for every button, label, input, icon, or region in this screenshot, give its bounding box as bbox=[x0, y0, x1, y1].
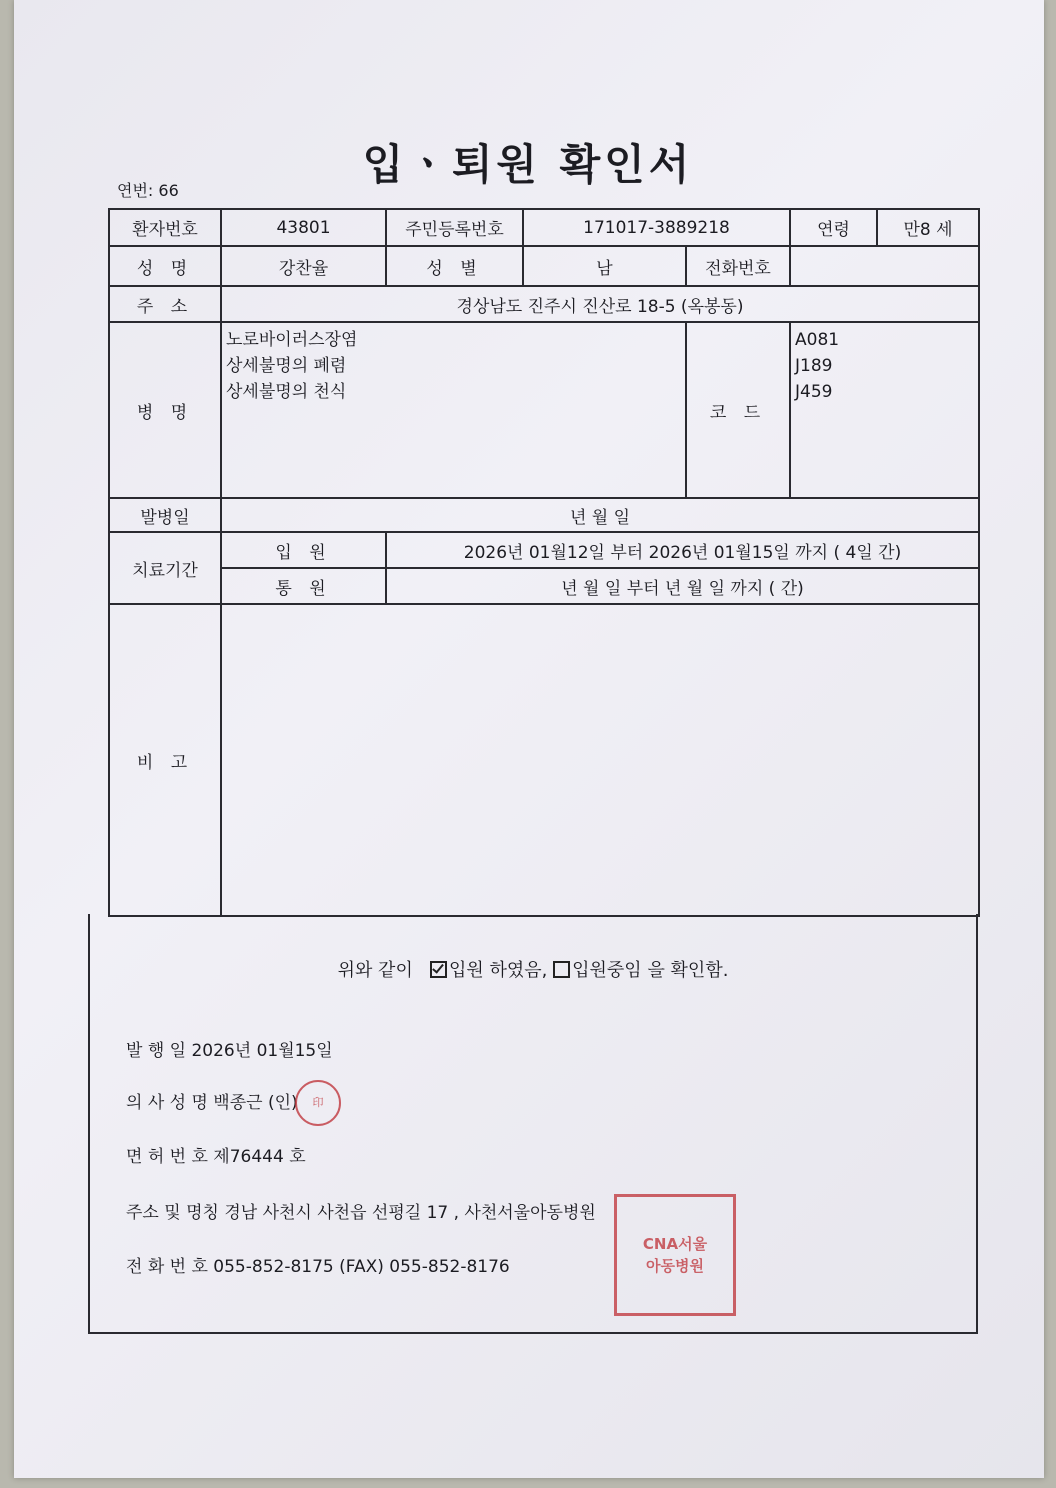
form-table bbox=[108, 208, 980, 917]
checkbox-admitted bbox=[430, 961, 447, 978]
patient-id-value: 43801 bbox=[221, 209, 386, 246]
doctor-seal: 印 bbox=[295, 1080, 341, 1126]
rrn-value: 171017-3889218 bbox=[523, 209, 790, 246]
inpatient-period: 2026년 01월12일 부터 2026년 01월15일 까지 ( 4일 간) bbox=[386, 532, 979, 568]
gender-label: 성 별 bbox=[386, 246, 523, 286]
confirm-option-admitted: 입원 하였음, bbox=[449, 960, 548, 981]
name-value: 강찬율 bbox=[221, 246, 386, 286]
certification-section bbox=[88, 914, 978, 1334]
patient-id-label: 환자번호 bbox=[109, 209, 221, 246]
diagnosis-item: 상세불명의 천식 bbox=[226, 382, 347, 402]
address-label: 주 소 bbox=[109, 286, 221, 322]
treatment-period-label: 치료기간 bbox=[109, 532, 221, 604]
confirm-option-hospitalized: 입원중임 bbox=[572, 960, 642, 981]
onset-label: 발병일 bbox=[109, 498, 221, 532]
gender-value: 남 bbox=[523, 246, 686, 286]
remarks-value bbox=[221, 604, 979, 916]
diagnosis-item: 노로바이러스장염 bbox=[226, 330, 358, 350]
age-value: 만8 세 bbox=[877, 209, 979, 246]
phone-label: 전화번호 bbox=[686, 246, 790, 286]
outpatient-label: 통 원 bbox=[221, 568, 386, 604]
inpatient-label: 입 원 bbox=[221, 532, 386, 568]
confirm-prefix: 위와 같이 bbox=[337, 960, 413, 981]
confirmation-statement bbox=[90, 956, 976, 982]
checkbox-hospitalized bbox=[553, 961, 570, 978]
code-list bbox=[790, 322, 979, 498]
diagnosis-list bbox=[221, 322, 686, 498]
diagnosis-code: J189 bbox=[795, 356, 833, 376]
diagnosis-code: J459 bbox=[795, 382, 833, 402]
remarks-label: 비 고 bbox=[109, 604, 221, 916]
diagnosis-label: 병 명 bbox=[109, 322, 221, 498]
serial-number: 연번: 66 bbox=[117, 181, 179, 200]
rrn-label: 주민등록번호 bbox=[386, 209, 523, 246]
hospital-address: 주소 및 명칭 경남 사천시 사천읍 선평길 17 , 사천서울아동병원 bbox=[126, 1203, 596, 1223]
age-label: 연령 bbox=[790, 209, 877, 246]
hospital-seal bbox=[614, 1194, 736, 1316]
doctor-name: 의 사 성 명 백종근 (인) bbox=[126, 1093, 298, 1113]
confirm-suffix: 을 확인함. bbox=[647, 960, 729, 981]
diagnosis-item: 상세불명의 폐렴 bbox=[226, 356, 347, 376]
phone-value bbox=[790, 246, 979, 286]
address-value: 경상남도 진주시 진산로 18-5 (옥봉동) bbox=[221, 286, 979, 322]
license-number: 면 허 번 호 제76444 호 bbox=[126, 1147, 306, 1167]
seal-text: CNA서울 bbox=[642, 1235, 708, 1253]
hospital-phone: 전 화 번 호 055-852-8175 (FAX) 055-852-8176 bbox=[126, 1257, 510, 1277]
outpatient-period: 년 월 일 부터 년 월 일 까지 ( 간) bbox=[386, 568, 979, 604]
issue-date: 발 행 일 2026년 01월15일 bbox=[126, 1041, 333, 1061]
onset-value: 년 월 일 bbox=[221, 498, 979, 532]
seal-text: 아동병원 bbox=[646, 1257, 704, 1275]
name-label: 성 명 bbox=[109, 246, 221, 286]
document-title: 입ㆍ퇴원 확인서 bbox=[362, 140, 694, 189]
code-label: 코 드 bbox=[686, 322, 790, 498]
diagnosis-code: A081 bbox=[795, 330, 840, 350]
